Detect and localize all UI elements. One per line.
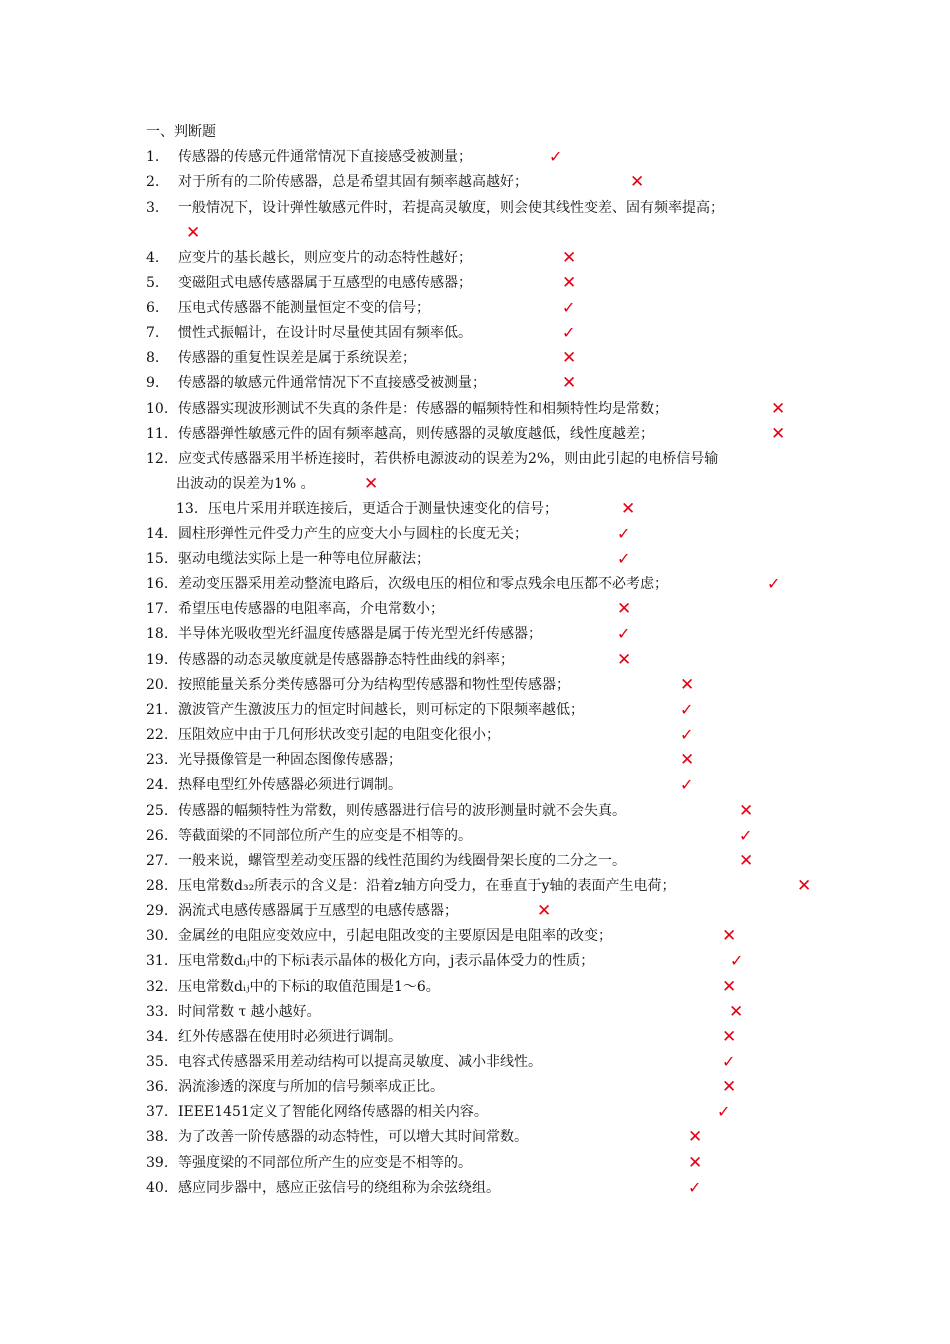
question-item	[146, 573, 668, 595]
check-icon: ✓	[739, 826, 753, 845]
question-item	[146, 925, 612, 947]
question-text: 金属丝的电阻应变效应中，引起电阻改变的主要原因是电阻率的改变；	[178, 928, 612, 944]
question-text: 圆柱形弹性元件受力产生的应变大小与圆柱的长度无关；	[178, 526, 528, 542]
question-text: 光导摄像管是一种固态图像传感器；	[178, 752, 402, 768]
question-number: 12.	[146, 451, 169, 467]
cross-icon: ✕	[722, 1027, 737, 1047]
question-number: 18.	[146, 626, 169, 642]
question-item	[146, 423, 654, 445]
check-icon: ✓	[617, 624, 631, 643]
question-item	[146, 724, 500, 746]
question-item	[146, 448, 718, 470]
question-item	[146, 649, 514, 671]
question-number: 27.	[146, 853, 169, 869]
question-item	[146, 1001, 321, 1023]
question-item	[146, 800, 626, 822]
check-icon: ✓	[717, 1102, 731, 1121]
question-text: 压电常数dᵢⱼ中的下标i表示晶体的极化方向，j表示晶体受力的性质；	[178, 953, 595, 969]
cross-icon: ✕	[722, 1077, 737, 1097]
question-text: 等强度梁的不同部位所产生的应变是不相等的。	[178, 1155, 472, 1171]
question-number: 6.	[146, 300, 160, 316]
question-number: 25.	[146, 803, 169, 819]
question-number: 15.	[146, 551, 169, 567]
question-item	[146, 272, 472, 294]
cross-icon: ✕	[186, 223, 201, 243]
question-text: 红外传感器在使用时必须进行调制。	[178, 1029, 402, 1045]
check-icon: ✓	[562, 298, 576, 317]
question-number: 16.	[146, 576, 169, 592]
question-number: 2.	[146, 174, 160, 190]
cross-icon: ✕	[680, 750, 695, 770]
question-item	[146, 850, 626, 872]
question-text: 希望压电传感器的电阻率高，介电常数小；	[178, 601, 444, 617]
question-text: 传感器的敏感元件通常情况下不直接感受被测量；	[178, 375, 486, 391]
question-text: 涡流渗透的深度与所加的信号频率成正比。	[178, 1079, 444, 1095]
question-number: 20.	[146, 677, 169, 693]
cross-icon: ✕	[562, 273, 577, 293]
question-text: 传感器的传感元件通常情况下直接感受被测量；	[178, 149, 472, 165]
question-item	[146, 247, 472, 269]
question-item	[146, 1026, 402, 1048]
question-text: IEEE1451定义了智能化网络传感器的相关内容。	[178, 1104, 488, 1120]
question-item	[146, 146, 472, 168]
check-icon: ✓	[549, 147, 563, 166]
question-number: 22.	[146, 727, 169, 743]
question-text: 热释电型红外传感器必须进行调制。	[178, 777, 402, 793]
question-number: 13.	[176, 501, 199, 517]
check-icon: ✓	[730, 951, 744, 970]
cross-icon: ✕	[739, 851, 754, 871]
check-icon: ✓	[617, 524, 631, 543]
cross-icon: ✕	[771, 424, 786, 444]
question-text: 驱动电缆法实际上是一种等电位屏蔽法；	[178, 551, 430, 567]
cross-icon: ✕	[722, 977, 737, 997]
question-item	[146, 1101, 488, 1123]
cross-icon: ✕	[562, 248, 577, 268]
question-number: 5.	[146, 275, 160, 291]
question-item	[146, 322, 472, 344]
cross-icon: ✕	[739, 801, 754, 821]
question-text: 惯性式振幅计，在设计时尽量使其固有频率低。	[178, 325, 472, 341]
question-number: 34.	[146, 1029, 169, 1045]
question-item	[146, 171, 528, 193]
question-text: 传感器的动态灵敏度就是传感器静态特性曲线的斜率；	[178, 652, 514, 668]
check-icon: ✓	[688, 1178, 702, 1197]
question-item	[146, 372, 486, 394]
question-text: 应变片的基长越长，则应变片的动态特性越好；	[178, 250, 472, 266]
check-icon: ✓	[767, 574, 781, 593]
question-number: 14.	[146, 526, 169, 542]
question-item	[146, 1177, 500, 1199]
question-item	[146, 749, 402, 771]
question-number: 23.	[146, 752, 169, 768]
question-text: 按照能量关系分类传感器可分为结构型传感器和物性型传感器；	[178, 677, 570, 693]
cross-icon: ✕	[617, 650, 632, 670]
question-text: 激波管产生激波压力的恒定时间越长，则可标定的下限频率越低；	[178, 702, 584, 718]
question-number: 28.	[146, 878, 169, 894]
question-number: 4.	[146, 250, 160, 266]
question-text: 传感器的重复性误差是属于系统误差；	[178, 350, 416, 366]
question-number: 35.	[146, 1054, 169, 1070]
question-item	[146, 347, 416, 369]
question-text: 压电常数d₃₂所表示的含义是：沿着z轴方向受力，在垂直于y轴的表面产生电荷；	[178, 878, 676, 894]
question-number: 38.	[146, 1129, 169, 1145]
question-text: 传感器弹性敏感元件的固有频率越高，则传感器的灵敏度越低，线性度越差；	[178, 426, 654, 442]
cross-icon: ✕	[621, 499, 636, 519]
question-text: 对于所有的二阶传感器，总是希望其固有频率越高越好；	[178, 174, 528, 190]
question-item	[146, 1051, 542, 1073]
question-text: 压电片采用并联连接后，更适合于测量快速变化的信号；	[208, 501, 558, 517]
question-number: 40.	[146, 1180, 169, 1196]
cross-icon: ✕	[729, 1002, 744, 1022]
question-number: 3.	[146, 200, 160, 216]
question-text: 感应同步器中，感应正弦信号的绕组称为余弦绕组。	[178, 1180, 500, 1196]
question-text: 传感器的幅频特性为常数，则传感器进行信号的波形测量时就不会失真。	[178, 803, 626, 819]
question-number: 31.	[146, 953, 169, 969]
question-number: 8.	[146, 350, 160, 366]
cross-icon: ✕	[562, 348, 577, 368]
question-number: 37.	[146, 1104, 169, 1120]
question-text: 电容式传感器采用差动结构可以提高灵敏度、减小非线性。	[178, 1054, 542, 1070]
cross-icon: ✕	[630, 172, 645, 192]
cross-icon: ✕	[617, 599, 632, 619]
question-item	[146, 674, 570, 696]
question-number: 17.	[146, 601, 169, 617]
question-text: 一般情况下，设计弹性敏感元件时，若提高灵敏度，则会使其线性变差、固有频率提高；	[178, 200, 724, 216]
question-text: 涡流式电感传感器属于互感型的电感传感器；	[178, 903, 458, 919]
question-item	[176, 498, 558, 520]
question-item	[146, 825, 472, 847]
question-item	[146, 774, 402, 796]
question-item	[146, 398, 668, 420]
question-number: 39.	[146, 1155, 169, 1171]
cross-icon: ✕	[722, 926, 737, 946]
question-text: 半导体光吸收型光纤温度传感器是属于传光型光纤传感器；	[178, 626, 542, 642]
question-number: 36.	[146, 1079, 169, 1095]
question-item	[146, 623, 542, 645]
check-icon: ✓	[617, 549, 631, 568]
question-item	[146, 1152, 472, 1174]
question-item	[146, 875, 675, 897]
question-item	[146, 1126, 528, 1148]
cross-icon: ✕	[688, 1153, 703, 1173]
question-number: 19.	[146, 652, 169, 668]
section-heading: 一、判断题	[146, 124, 216, 140]
question-text: 一般来说，螺管型差动变压器的线性范围约为线圈骨架长度的二分之一。	[178, 853, 626, 869]
question-item	[146, 548, 430, 570]
question-text: 应变式传感器采用半桥连接时，若供桥电源波动的误差为2%，则由此引起的电桥信号输	[178, 451, 719, 467]
question-number: 26.	[146, 828, 169, 844]
cross-icon: ✕	[797, 876, 812, 896]
question-item	[146, 950, 594, 972]
question-text: 差动变压器采用差动整流电路后，次级电压的相位和零点残余电压都不必考虑；	[178, 576, 668, 592]
question-text: 时间常数 τ 越小越好。	[178, 1004, 321, 1020]
question-item	[146, 1076, 444, 1098]
cross-icon: ✕	[680, 675, 695, 695]
question-number: 24.	[146, 777, 169, 793]
question-item	[146, 297, 430, 319]
question-number: 7.	[146, 325, 160, 341]
cross-icon: ✕	[562, 373, 577, 393]
question-item	[146, 197, 724, 219]
question-number: 32.	[146, 979, 169, 995]
question-text: 为了改善一阶传感器的动态特性，可以增大其时间常数。	[178, 1129, 528, 1145]
question-text: 压阻效应中由于几何形状改变引起的电阻变化很小；	[178, 727, 500, 743]
question-text: 传感器实现波形测试不失真的条件是：传感器的幅频特性和相频特性均是常数；	[178, 401, 668, 417]
question-text: 等截面梁的不同部位所产生的应变是不相等的。	[178, 828, 472, 844]
check-icon: ✓	[722, 1052, 736, 1071]
check-icon: ✓	[680, 725, 694, 744]
question-text: 压电常数dᵢⱼ中的下标i的取值范围是1～6。	[178, 979, 440, 995]
cross-icon: ✕	[688, 1127, 703, 1147]
question-number: 33.	[146, 1004, 169, 1020]
question-text: 压电式传感器不能测量恒定不变的信号；	[178, 300, 430, 316]
question-number: 1.	[146, 149, 160, 165]
question-item	[146, 976, 440, 998]
question-number: 9.	[146, 375, 160, 391]
check-icon: ✓	[680, 700, 694, 719]
question-item	[146, 900, 458, 922]
check-icon: ✓	[680, 775, 694, 794]
question-number: 21.	[146, 702, 169, 718]
question-number: 11.	[146, 426, 169, 442]
cross-icon: ✕	[771, 399, 786, 419]
question-item	[146, 598, 444, 620]
question-number: 30.	[146, 928, 169, 944]
question-item	[146, 699, 584, 721]
question-text: 变磁阻式电感传感器属于互感型的电感传感器；	[178, 275, 472, 291]
question-item	[146, 523, 528, 545]
cross-icon: ✕	[364, 474, 379, 494]
question-text-continuation: 出波动的误差为1% 。	[176, 476, 315, 492]
cross-icon: ✕	[537, 901, 552, 921]
question-number: 29.	[146, 903, 169, 919]
question-number: 10.	[146, 401, 169, 417]
check-icon: ✓	[562, 323, 576, 342]
